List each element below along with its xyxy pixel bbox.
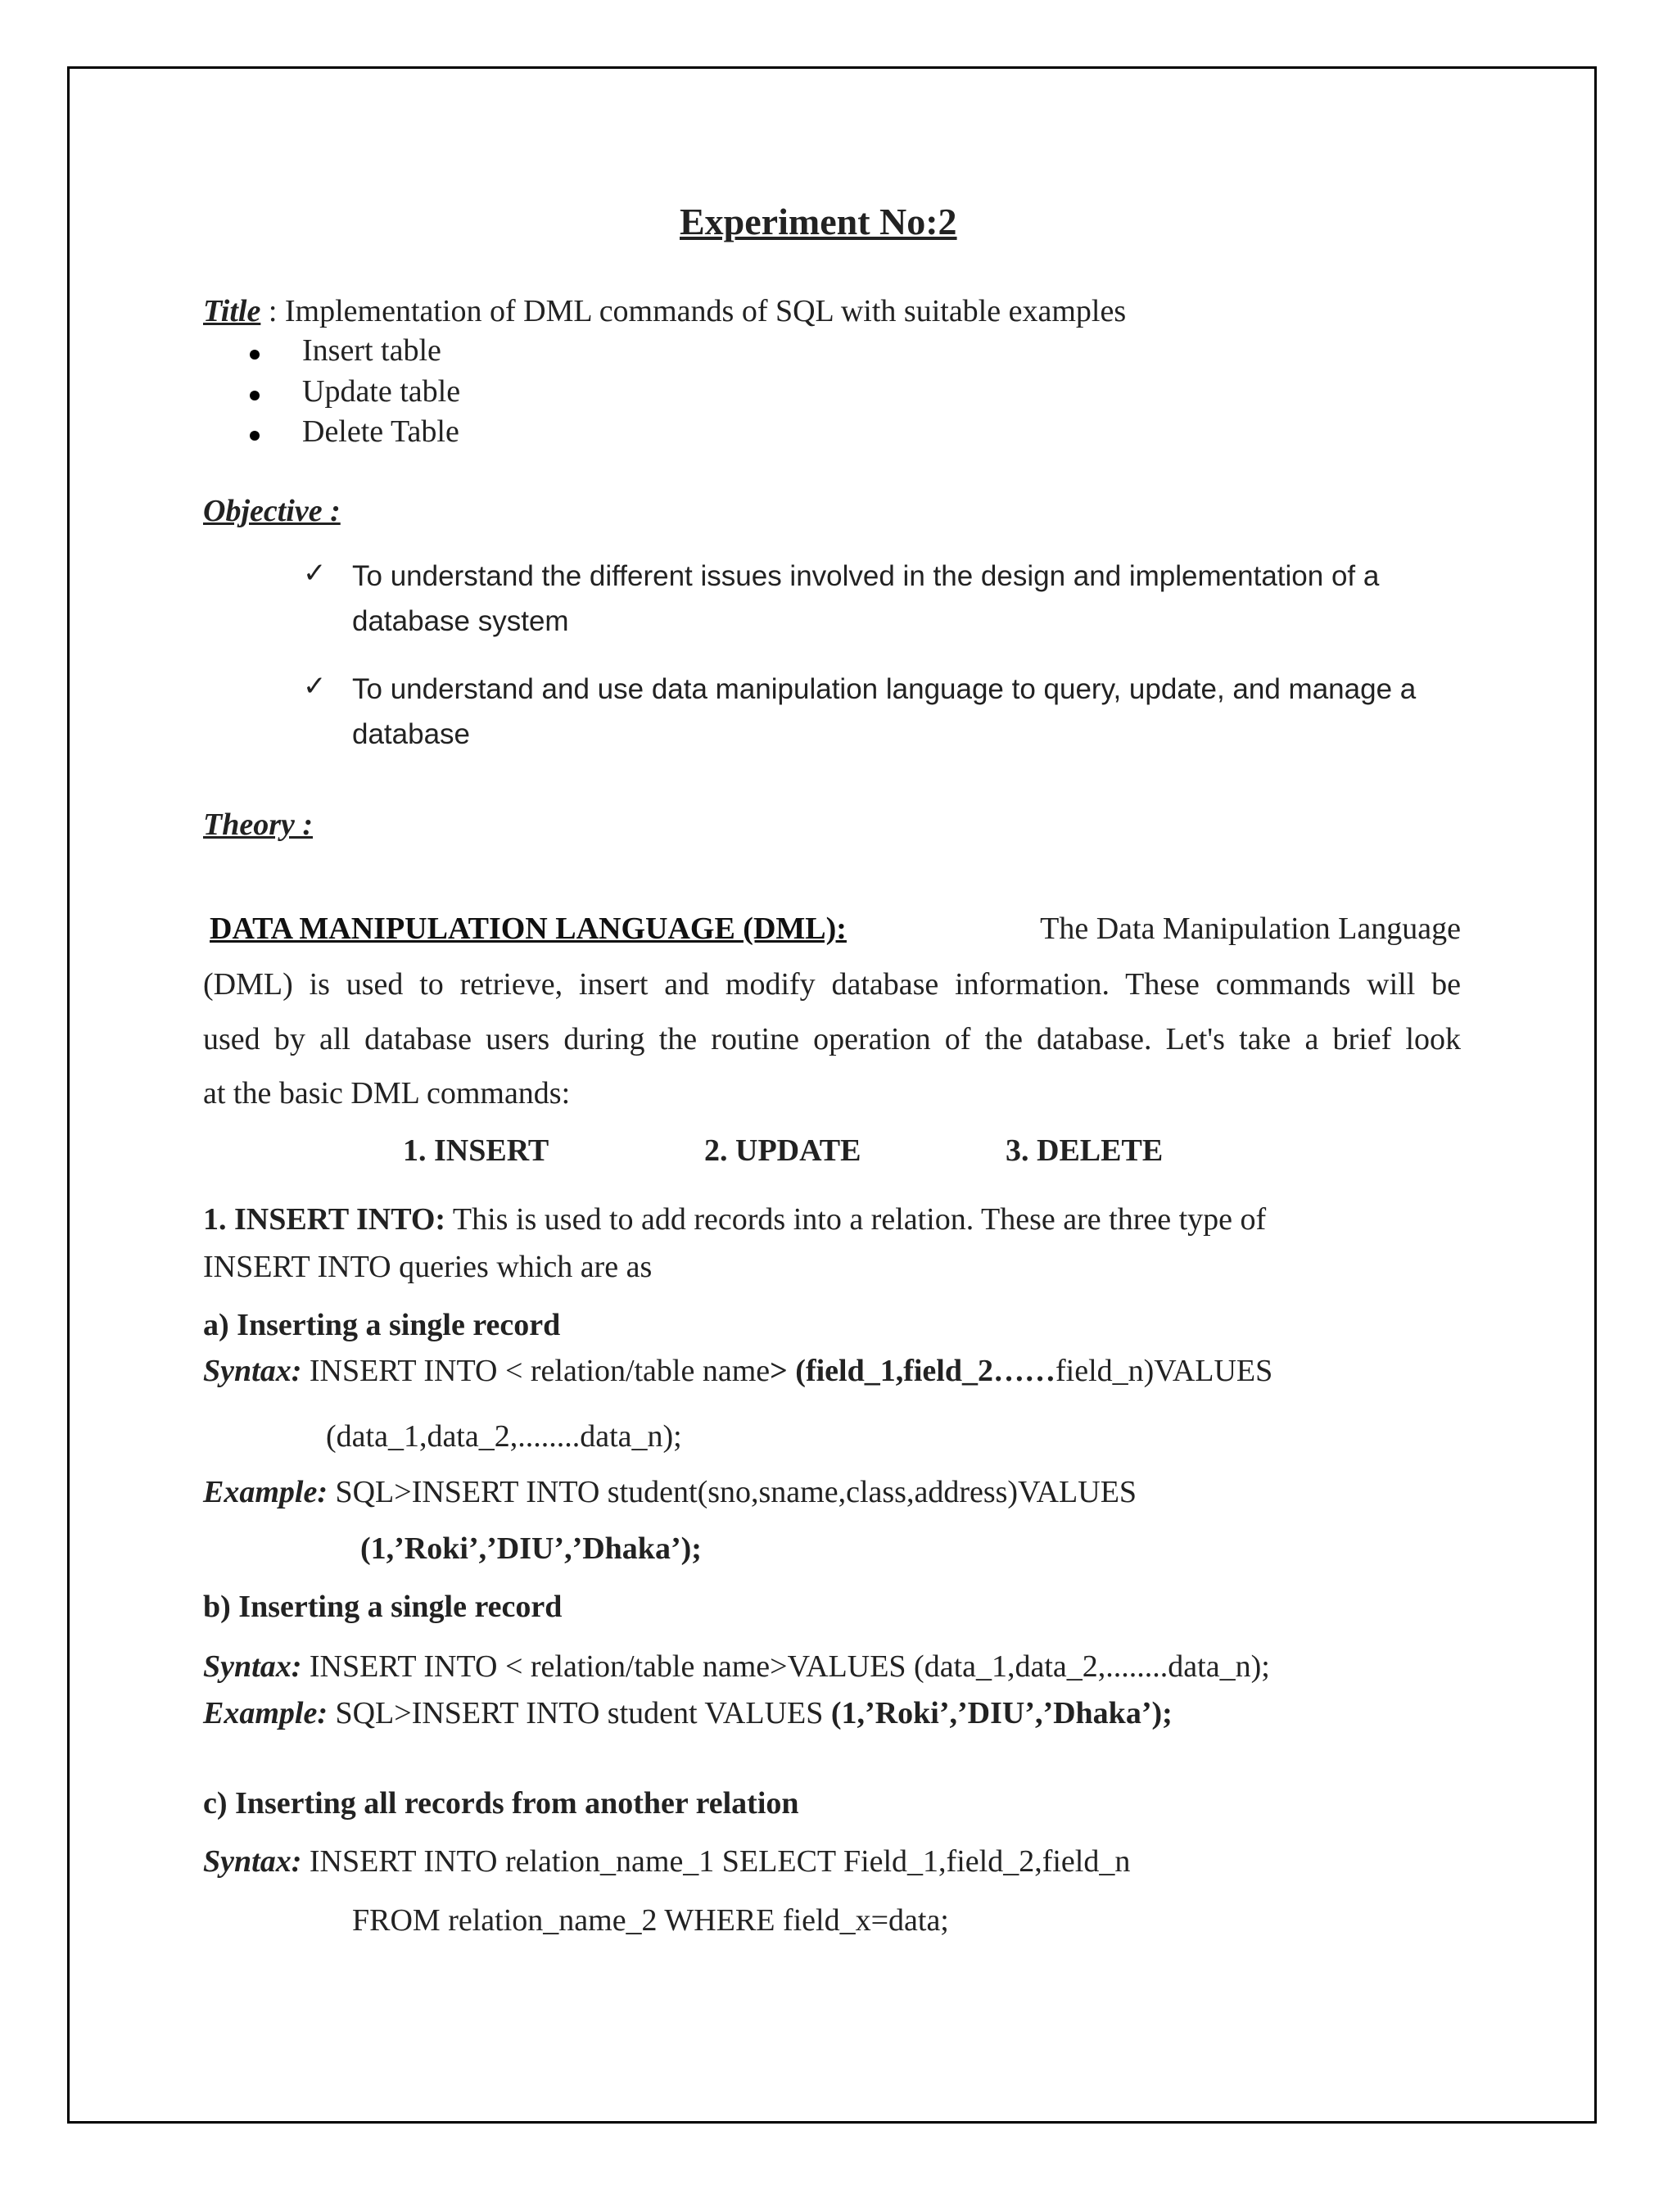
- title-item: Delete Table: [302, 414, 459, 449]
- objective-item-line: To understand and use data manipulation language to query, update, and manage a: [352, 673, 1417, 705]
- section-a-syntax: [203, 1353, 1272, 1389]
- dml-para-line: at the basic DML commands:: [203, 1076, 571, 1111]
- insert-into-line: [203, 1201, 1266, 1237]
- syntax-bold: > (field_1,field_2……: [770, 1354, 1055, 1388]
- bullet-icon: [250, 391, 260, 400]
- example-text: SQL>INSERT INTO student VALUES: [327, 1696, 831, 1730]
- section-c-syntax: [203, 1843, 1130, 1880]
- objective-item: [352, 554, 1379, 644]
- title-sep: :: [260, 294, 285, 328]
- title-item: Insert table: [302, 333, 441, 368]
- example-label: Example:: [203, 1475, 328, 1509]
- syntax-text: INSERT INTO < relation/table name>VALUES (data_1,data_2,........data_n);: [301, 1649, 1270, 1684]
- section-c-syntax-line2: FROM relation_name_2 WHERE field_x=data;: [352, 1903, 949, 1938]
- bullet-icon: [250, 431, 260, 441]
- objective-item-line: database system: [352, 605, 569, 637]
- dml-first-line: [210, 911, 1461, 947]
- example-text: SQL>INSERT INTO student(sno,sname,class,address)VALUES: [327, 1475, 1137, 1509]
- objective-item-line: To understand the different issues involved in the design and implementation of a: [352, 560, 1380, 592]
- title-line: [203, 293, 1126, 329]
- example-label: Example:: [203, 1696, 328, 1730]
- section-b-syntax: [203, 1649, 1270, 1685]
- bullet-icon: [250, 350, 260, 360]
- command-update: 2. UPDATE: [704, 1133, 861, 1168]
- checkmark-icon: ✓: [303, 670, 327, 703]
- syntax-label: Syntax:: [203, 1354, 302, 1388]
- syntax-text: INSERT INTO < relation/table name: [301, 1354, 771, 1388]
- command-delete: 3. DELETE: [1006, 1133, 1164, 1168]
- page-title: Experiment No:2: [680, 201, 957, 242]
- objective-item: [352, 667, 1416, 757]
- syntax-label: Syntax:: [203, 1649, 302, 1684]
- syntax-label: Syntax:: [203, 1844, 302, 1879]
- syntax-tail: field_n)VALUES: [1055, 1354, 1273, 1388]
- insert-into-text: INSERT INTO queries which are as: [203, 1250, 653, 1284]
- section-b-heading: b) Inserting a single record: [203, 1590, 563, 1624]
- section-b-example: [203, 1695, 1173, 1731]
- title-label: Title: [203, 294, 261, 328]
- theory-label: Theory :: [203, 807, 314, 842]
- title-text: Implementation of DML commands of SQL with suitable examples: [284, 294, 1127, 328]
- example-bold: (1,’Roki’,’DIU’,’Dhaka’);: [830, 1696, 1173, 1730]
- objective-item-line: database: [352, 718, 471, 750]
- dml-para-line: (DML) is used to retrieve, insert and modify database information. These commands will be: [203, 967, 1461, 1002]
- title-item: Update table: [302, 374, 461, 409]
- dml-para-line: used by all database users during the routine operation of the database. Let's take a brief look: [203, 1022, 1461, 1056]
- syntax-text: INSERT INTO relation_name_1 SELECT Field_1,field_2,field_n: [301, 1844, 1131, 1879]
- insert-into-text: This is used to add records into a relation. These are three type of: [445, 1202, 1267, 1237]
- section-a-example: [203, 1474, 1137, 1510]
- command-insert: 1. INSERT: [403, 1133, 549, 1168]
- dml-para-line: The Data Manipulation Language: [1040, 911, 1461, 946]
- dml-heading: DATA MANIPULATION LANGUAGE (DML):: [210, 911, 847, 946]
- section-a-syntax-line2: (data_1,data_2,........data_n);: [326, 1419, 682, 1454]
- insert-into-label: 1. INSERT INTO:: [203, 1202, 446, 1237]
- section-a-example-line2: (1,’Roki’,’DIU’,’Dhaka’);: [360, 1531, 702, 1566]
- section-c-heading: c) Inserting all records from another relation: [203, 1786, 799, 1821]
- section-a-heading: a) Inserting a single record: [203, 1308, 561, 1342]
- objective-label: Objective :: [203, 494, 341, 528]
- checkmark-icon: ✓: [303, 557, 327, 590]
